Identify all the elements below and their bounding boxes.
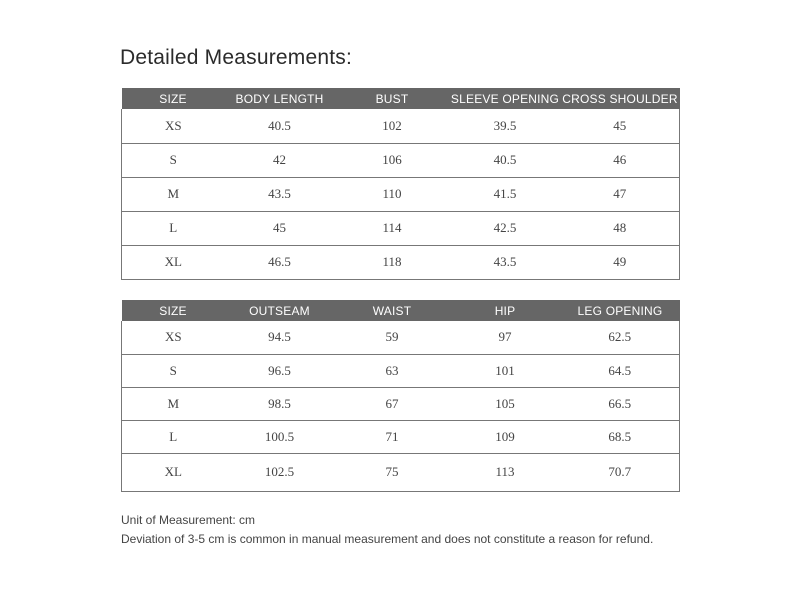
table-row — [122, 177, 680, 211]
table-cell: 102.5 — [225, 453, 335, 491]
table-row — [122, 387, 680, 420]
table-cell: 45 — [561, 109, 680, 143]
table-row — [122, 211, 680, 245]
table-row — [122, 143, 680, 177]
header-cell: OUTSEAM — [249, 303, 310, 318]
table-cell: 102 — [335, 109, 450, 143]
header-cell: WAIST — [372, 303, 412, 318]
table-cell: XL — [122, 245, 225, 279]
deviation-note: Deviation of 3-5 cm is common in manual measurement and does not constitute a reason for refund. — [121, 532, 654, 546]
table-cell: 101 — [450, 354, 561, 387]
table-cell: 40.5 — [225, 109, 335, 143]
table-cell: 43.5 — [450, 245, 561, 279]
header-cell: CROSS SHOULDER — [562, 91, 678, 106]
table-cell: 49 — [561, 245, 680, 279]
top-measurements-table — [121, 88, 680, 280]
table-row — [122, 354, 680, 387]
table-cell: 62.5 — [561, 321, 680, 354]
table-row — [122, 420, 680, 453]
table-cell: 98.5 — [225, 387, 335, 420]
table-cell: 70.7 — [561, 453, 680, 491]
table-cell: 75 — [335, 453, 450, 491]
table-cell: XS — [122, 109, 225, 143]
table-cell: L — [122, 420, 225, 453]
header-cell: LEG OPENING — [577, 303, 663, 318]
table-cell: XL — [122, 453, 225, 491]
table-cell: XS — [122, 321, 225, 354]
table-row — [122, 453, 680, 491]
table-cell: 94.5 — [225, 321, 335, 354]
table-cell: 42 — [225, 143, 335, 177]
header-cell: SIZE — [159, 91, 187, 106]
table-cell: 48 — [561, 211, 680, 245]
header-cell: SIZE — [159, 303, 187, 318]
table-cell: 46 — [561, 143, 680, 177]
table-cell: 106 — [335, 143, 450, 177]
table-cell: 59 — [335, 321, 450, 354]
table-header-row — [122, 88, 680, 109]
table-cell: 39.5 — [450, 109, 561, 143]
table-cell: S — [122, 143, 225, 177]
table-cell: 118 — [335, 245, 450, 279]
unit-note: Unit of Measurement: cm — [121, 513, 256, 527]
header-cell: BUST — [375, 91, 409, 106]
table-cell: 100.5 — [225, 420, 335, 453]
table-cell: 109 — [450, 420, 561, 453]
table-header-row — [122, 300, 680, 321]
header-cell: SLEEVE OPENING — [450, 91, 560, 106]
bottom-measurements-table — [121, 300, 680, 492]
table-cell: 113 — [450, 453, 561, 491]
table-cell: 45 — [225, 211, 335, 245]
table-cell: 46.5 — [225, 245, 335, 279]
table-cell: 63 — [335, 354, 450, 387]
table-cell: 41.5 — [450, 177, 561, 211]
table-row — [122, 321, 680, 354]
table-cell: 66.5 — [561, 387, 680, 420]
header-cell: BODY LENGTH — [235, 91, 324, 106]
table-cell: M — [122, 387, 225, 420]
table-cell: 67 — [335, 387, 450, 420]
table-cell: S — [122, 354, 225, 387]
page-title: Detailed Measurements: — [120, 46, 353, 69]
table-cell: M — [122, 177, 225, 211]
table-cell: 105 — [450, 387, 561, 420]
table-cell: 110 — [335, 177, 450, 211]
table-cell: 47 — [561, 177, 680, 211]
table-cell: 40.5 — [450, 143, 561, 177]
table-cell: 97 — [450, 321, 561, 354]
table-row — [122, 109, 680, 143]
table-cell: 96.5 — [225, 354, 335, 387]
table-cell: 42.5 — [450, 211, 561, 245]
measurement-notes — [121, 511, 653, 549]
table-cell: 64.5 — [561, 354, 680, 387]
table-cell: 114 — [335, 211, 450, 245]
table-row — [122, 245, 680, 279]
table-cell: 43.5 — [225, 177, 335, 211]
header-cell: HIP — [494, 303, 516, 318]
table-cell: L — [122, 211, 225, 245]
table-cell: 71 — [335, 420, 450, 453]
table-cell: 68.5 — [561, 420, 680, 453]
